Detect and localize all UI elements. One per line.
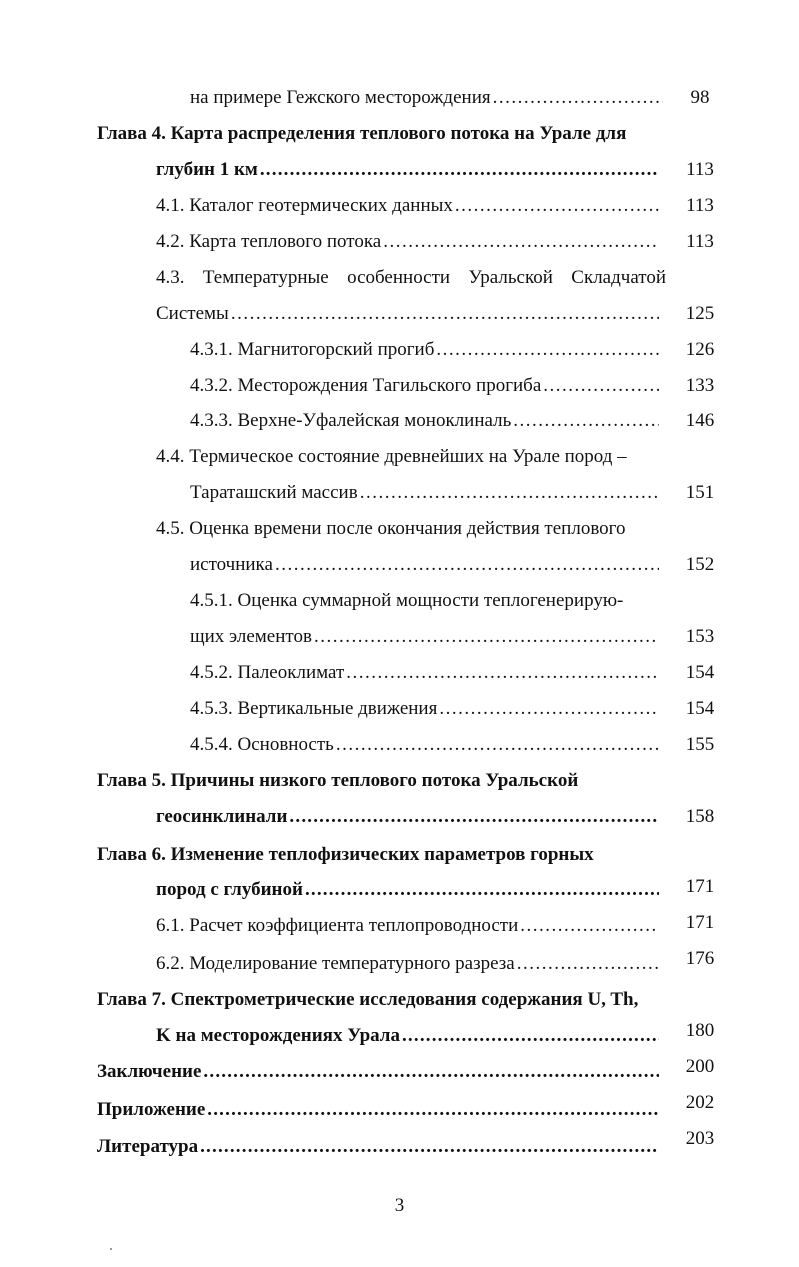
toc-entry-text: 4.3.2. Месторождения Тагильского прогиба xyxy=(190,375,542,396)
toc-page-number: 171 xyxy=(685,876,715,897)
toc-entry-text: 4.2. Карта теплового потока xyxy=(156,231,382,252)
chapter-7-heading[interactable]: Глава 7. Спектрометрические исследования содержания U, Th, xyxy=(97,989,639,1010)
page-number-footer: 3 xyxy=(394,1195,405,1216)
dot-leader xyxy=(203,1060,659,1084)
toc-entry-4-3-line1[interactable]: 4.3. Температурные особенности Уральской Складчатой xyxy=(156,267,666,288)
toc-entry-text: Приложение xyxy=(97,1099,206,1120)
dot-leader xyxy=(436,338,659,362)
toc-entry-4-5-line1[interactable]: 4.5. Оценка времени после окончания действия теплового xyxy=(156,518,626,539)
toc-entry-geja[interactable] xyxy=(190,86,665,110)
toc-entry-text: щих элементов xyxy=(190,626,312,647)
toc-entry-references[interactable] xyxy=(97,1135,661,1159)
dot-leader xyxy=(360,481,659,505)
dot-leader xyxy=(439,697,659,721)
toc-page-number: 152 xyxy=(685,554,715,575)
toc-page-number: 202 xyxy=(685,1092,715,1113)
toc-entry-text: геосинклинали xyxy=(156,806,288,827)
toc-entry-text: Тараташский массив xyxy=(190,482,358,503)
toc-page-number: 113 xyxy=(686,231,714,252)
dot-leader xyxy=(346,661,659,685)
dot-leader xyxy=(383,230,659,254)
chapter-4-heading[interactable]: Глава 4. Карта распределения теплового потока на Урале для xyxy=(97,123,627,144)
toc-page-number: 203 xyxy=(685,1128,715,1149)
toc-entry-6-1[interactable] xyxy=(156,914,661,938)
toc-entry-text: 4.5.2. Палеоклимат xyxy=(190,662,345,683)
toc-entry-6-2[interactable] xyxy=(156,952,661,976)
dot-leader xyxy=(543,374,659,398)
dot-leader xyxy=(305,878,659,902)
chapter-5-heading[interactable]: Глава 5. Причины низкого теплового потока Уральской xyxy=(97,770,579,791)
toc-entry-4-1[interactable] xyxy=(156,194,661,218)
toc-entry-4-5[interactable] xyxy=(190,553,661,577)
toc-entry-text: 4.5.4. Основность xyxy=(190,734,334,755)
toc-entry-4-5-4[interactable] xyxy=(190,733,661,757)
toc-page-number: 180 xyxy=(685,1020,715,1041)
toc-page-number: 155 xyxy=(685,734,715,755)
dot-leader xyxy=(513,409,659,433)
toc-page-number: 113 xyxy=(686,195,714,216)
toc-page-number: 151 xyxy=(685,482,715,503)
dot-leader xyxy=(275,553,659,577)
toc-entry-ch6[interactable] xyxy=(156,878,661,902)
dot-leader xyxy=(207,1098,659,1122)
dot-leader xyxy=(517,952,659,976)
toc-entry-text: на примере Гежского месторождения xyxy=(190,87,491,108)
toc-entry-conclusion[interactable] xyxy=(97,1060,661,1084)
toc-page-number: 133 xyxy=(685,375,715,396)
toc-page-number: 154 xyxy=(685,662,715,683)
toc-entry-text: 4.5.3. Вертикальные движения xyxy=(190,698,438,719)
toc-page-number: 176 xyxy=(685,948,715,969)
toc-page-number: 153 xyxy=(685,626,715,647)
dot-leader xyxy=(520,914,659,938)
toc-entry-4-4[interactable] xyxy=(190,481,661,505)
scan-speck xyxy=(110,1248,112,1250)
toc-entry-4-2[interactable] xyxy=(156,230,661,254)
toc-entry-text: 4.3.1. Магнитогорский прогиб xyxy=(190,339,435,360)
dot-leader xyxy=(336,733,659,757)
toc-entry-text: K на месторождениях Урала xyxy=(156,1025,400,1046)
dot-leader xyxy=(455,194,659,218)
toc-entry-text: 4.1. Каталог геотермических данных xyxy=(156,195,453,216)
toc-entry-text: глубин 1 км xyxy=(156,159,258,180)
dot-leader xyxy=(200,1135,659,1159)
toc-page-number: 200 xyxy=(685,1056,715,1077)
toc-entry-text: 6.2. Моделирование температурного разреза xyxy=(156,953,515,974)
toc-entry-ch5[interactable] xyxy=(156,805,661,829)
toc-entry-text: Заключение xyxy=(97,1061,202,1082)
toc-page-number: 158 xyxy=(685,806,715,827)
toc-entry-4-5-1[interactable] xyxy=(190,625,661,649)
toc-entry-4-3-3[interactable] xyxy=(190,409,661,433)
toc-page-number: 154 xyxy=(685,698,715,719)
toc-entry-4-5-2[interactable] xyxy=(190,661,661,685)
toc-entry-text: Литература xyxy=(97,1136,199,1157)
dot-leader xyxy=(314,625,659,649)
toc-entry-text: 4.3.3. Верхне-Уфалейская моноклиналь xyxy=(190,410,512,431)
toc-page-number: 146 xyxy=(685,410,715,431)
toc-page-number: 171 xyxy=(685,912,715,933)
toc-entry-text: 6.1. Расчет коэффициента теплопроводности xyxy=(156,915,519,936)
toc-entry-text: Системы xyxy=(156,303,229,324)
toc-entry-4-3-2[interactable] xyxy=(190,374,661,398)
toc-entry-text: пород с глубиной xyxy=(156,879,303,900)
chapter-6-heading[interactable]: Глава 6. Изменение теплофизических параметров горных xyxy=(97,844,594,865)
toc-entry-4-3-1[interactable] xyxy=(190,338,661,362)
toc-entry-4-5-1-line1[interactable]: 4.5.1. Оценка суммарной мощности теплогенерирую- xyxy=(190,590,624,611)
dot-leader xyxy=(289,805,659,829)
toc-page-number: 125 xyxy=(685,303,715,324)
toc-page-number: 113 xyxy=(686,159,714,180)
dot-leader xyxy=(231,302,659,326)
toc-page-number: 98 xyxy=(690,87,710,108)
toc-entry-ch4[interactable] xyxy=(156,158,661,182)
toc-entry-4-4-line1[interactable]: 4.4. Термическое состояние древнейших на Урале пород – xyxy=(156,446,627,467)
dot-leader xyxy=(260,158,659,182)
dot-leader xyxy=(493,86,663,110)
toc-entry-ch7[interactable] xyxy=(156,1024,661,1048)
dot-leader xyxy=(402,1024,659,1048)
toc-entry-4-5-3[interactable] xyxy=(190,697,661,721)
toc-entry-4-3[interactable] xyxy=(156,302,661,326)
toc-entry-appendix[interactable] xyxy=(97,1098,661,1122)
toc-entry-text: источника xyxy=(190,554,273,575)
toc-page-number: 126 xyxy=(685,339,715,360)
